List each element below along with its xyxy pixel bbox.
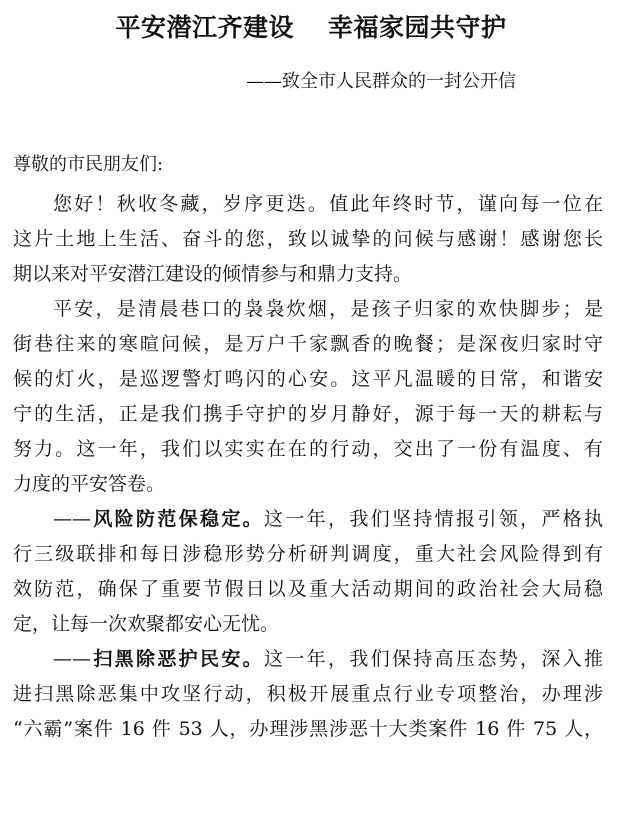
body-line bbox=[13, 222, 603, 257]
body-line bbox=[13, 327, 603, 362]
line-text: 行三级联排和每日涉稳形势分析研判调度，重大社会风险得到有 bbox=[13, 543, 603, 565]
line-text: 这一年，我们坚持情报引领，严格执 bbox=[264, 508, 603, 530]
line-text: 您好！秋收冬藏，岁序更迭。值此年终时节，谨向每一位在 bbox=[53, 193, 603, 215]
line-text: 定，让每一次欢聚都安心无忧。 bbox=[13, 613, 280, 635]
line-prefix: —— bbox=[53, 508, 91, 530]
title-part-2: 幸福家园共守护 bbox=[328, 13, 507, 42]
line-text: 努力。这一年，我们以实实在在的行动，交出了一份有温度、有 bbox=[13, 438, 603, 460]
line-text: 宁的生活，正是我们携手守护的岁月静好，源于每一天的耕耘与 bbox=[13, 403, 603, 425]
body-line bbox=[13, 432, 603, 467]
line-text: 效防范，确保了重要节假日以及重大活动期间的政治社会大局稳 bbox=[13, 578, 603, 600]
body-line bbox=[13, 362, 603, 397]
salutation: 尊敬的市民朋友们: bbox=[13, 154, 164, 175]
page-title bbox=[0, 8, 622, 44]
body-line bbox=[13, 502, 603, 537]
line-text: 这片土地上生活、奋斗的您，致以诚挚的问候与感谢！感谢您长 bbox=[13, 228, 603, 250]
body-line bbox=[13, 607, 603, 642]
subtitle: ——致全市人民群众的一封公开信 bbox=[246, 71, 516, 92]
body-line bbox=[13, 712, 603, 747]
line-text: 街巷往来的寒暄问候，是万户千家飘香的晚餐；是深夜归家时守 bbox=[13, 333, 603, 355]
line-text: 力度的平安答卷。 bbox=[13, 473, 166, 495]
line-text: “六霸”案件 16 件 53 人，办理涉黑涉恶十大类案件 16 件 75 人， bbox=[13, 718, 603, 740]
body-line bbox=[13, 187, 603, 222]
title-part-1: 平安潜江齐建设 bbox=[115, 13, 294, 42]
body-line bbox=[13, 677, 603, 712]
body-line bbox=[13, 467, 603, 502]
line-text: 平安，是清晨巷口的袅袅炊烟，是孩子归家的欢快脚步；是 bbox=[53, 298, 603, 320]
body-line bbox=[13, 257, 603, 292]
line-prefix: —— bbox=[53, 648, 91, 670]
line-text: 候的灯火，是巡逻警灯鸣闪的心安。这平凡温暖的日常，和谐安 bbox=[13, 368, 603, 390]
body-line bbox=[13, 572, 603, 607]
line-text: 期以来对平安潜江建设的倾情参与和鼎力支持。 bbox=[13, 263, 413, 285]
body-line bbox=[13, 537, 603, 572]
section-heading: 风险防范保稳定。 bbox=[91, 508, 264, 530]
body-line bbox=[13, 642, 603, 677]
letter-body bbox=[13, 187, 603, 747]
line-text: 进扫黑除恶集中攻坚行动，积极开展重点行业专项整治，办理涉 bbox=[13, 683, 603, 705]
line-text: 这一年，我们保持高压态势，深入推 bbox=[264, 648, 603, 670]
body-line bbox=[13, 292, 603, 327]
section-heading: 扫黑除恶护民安。 bbox=[91, 648, 264, 670]
body-line bbox=[13, 397, 603, 432]
